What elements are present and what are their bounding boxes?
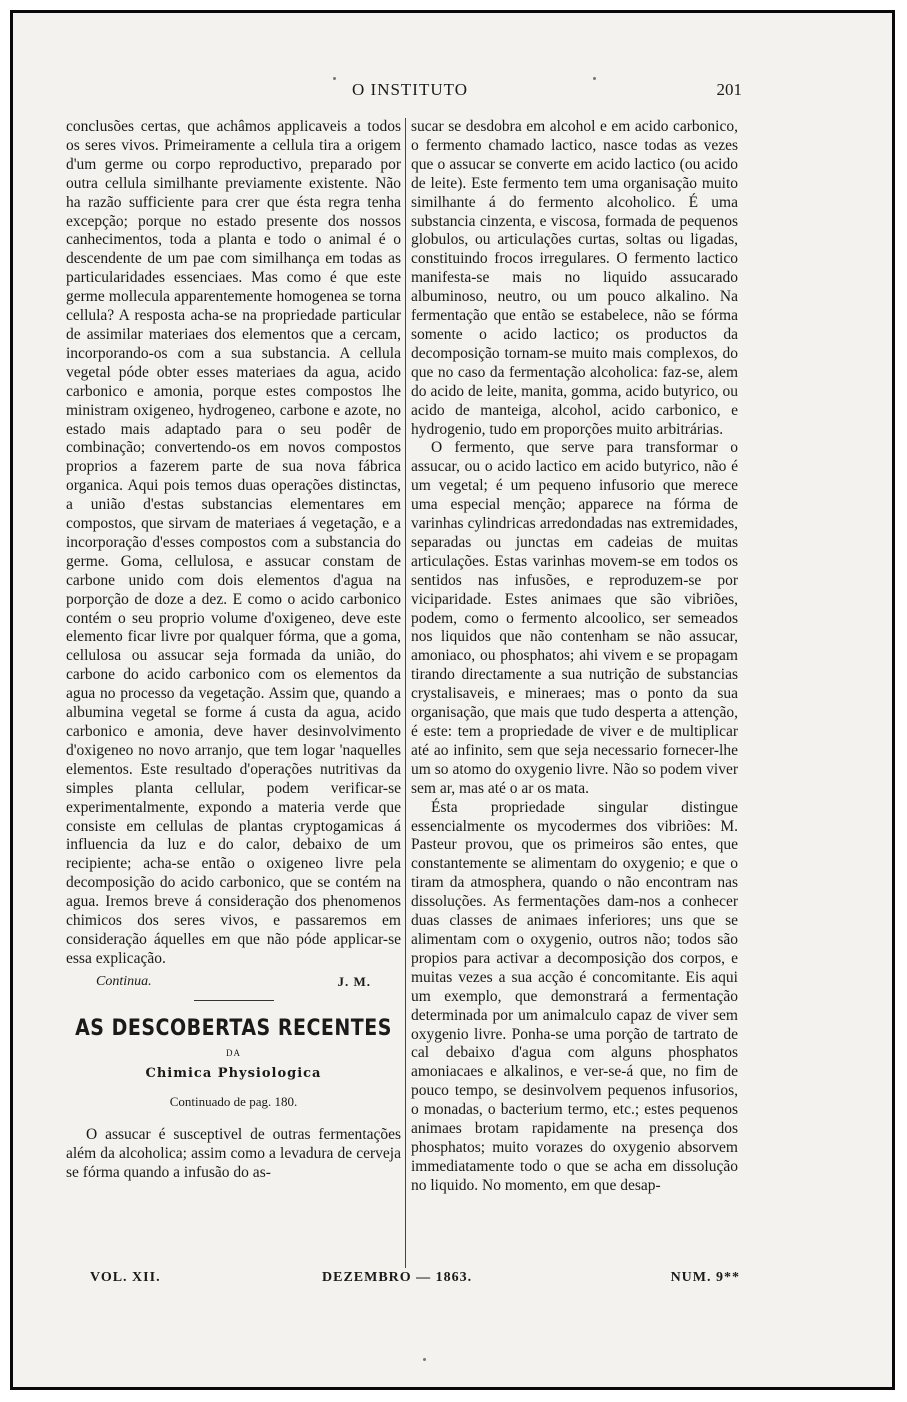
body-paragraph: sucar se desdobra em alcohol e em acido carbonico, o fermento chamado lactico, nasce todas as vezes que o assucar se converte em acido lactico (ou acido de leite). Este fermento tem uma organisação muito similhante á do fermento alcoholico. É uma substancia cinzenta, e viscosa, formada de pequenos globulos, ou articulações curtas, soltas ou ligadas, constituindo frocos irregulares. O fermento lactico manifesta-se mais no liquido assucarado albuminoso, neutro, ou um pouco alkalino. Na fermentação que então se estabelece, não se fórma somente o acido lactico; os productos da decomposição tornam-se muito mais complexos, do que no caso da fermentação alcoholica: faz-se, alem do acido de leite, manita, gomma, acido butyrico, ou acido de manteiga, alcohol, acido carbonico, e hydrogenio, tudo em proporções muito arbitrárias. bbox=[411, 118, 738, 438]
continued-note: Continuado de pag. 180. bbox=[169, 1094, 298, 1110]
issue-number: NUM. 9** bbox=[670, 1270, 740, 1285]
article-opening-paragraph: O assucar é susceptivel de outras fermentações além da alcoholica; assim como a levadura de cerveja se fórma quando a infusão do as- bbox=[66, 1126, 401, 1182]
section-divider bbox=[194, 1000, 274, 1001]
body-paragraph: conclusões certas, que achâmos applicaveis a todos os seres vivos. Primeiramente a cellula tira a origem d'um germe ou corpo reproductivo, preparado por outra cellula similhante previamente existente. Não ha razão sufficiente para crer que ésta regra tenha excepção; porque no estado presente dos nossos canhecimentos, toda a planta e todo o animal é o descendente de um pae com similhança em todas as particularidades essenciaes. Mas como é que este germe mollecula apparentemente homogenea se torna cellula? A resposta acha-se na propriedade particular de assimilar materiaes dos elementos que a cercam, incorporando-os com a sua substancia. A cellula vegetal póde obter esses materiaes da agua, acido carbonico e amonia, porque estes compostos lhe ministram oxigeneo, hydrogeneo, carbone e azote, no estado mais adaptado para o seu podêr de combinação; convertendo-os em novos compostos proprios a fazerem parte de sua nova fábrica organica. Aqui pois temos duas operações distinctas, a união d'estas substancias elementares em compostos, que sirvam de materiaes á vegetação, e a incorporação d'esses compostos com a substancia do germe. Goma, cellulosa, e assucar constam de carbone unido com dois elementos d'agua na porporção de doze a dez. E como o acido carbonico contém o seu proprio volume d'oxigeneo, deve este elemento ficar livre por qualquer fórma, que a goma, cellulosa ou assucar seja formada da união, do carbone do acido carbonico com os elementos da agua no processo da vegetação. Assim que, quando a albumina vegetal se forme á custa da agua, acido carbonico e amonia, deve haver desinvolvimento d'oxigeneo no novo arranjo, que tem logar 'naquelles elementos. Este resultado d'operações nutritivas da simples planta cellular, podem verificar-se experimentalmente, expondo a materia verde que consiste em cellulas de plantas cryptogamicas á influencia da luz e do calor, debaixo de um recipiente; acha-se então o oxigeneo livre pela decomposição do acido carbonico, que se contém na agua. Iremos breve á consideração dos phenomenos chimicos dos seres vivos, e passaremos em consideração áquelles em que não póde applicar-se essa explicação. bbox=[66, 118, 401, 967]
page-number: 201 bbox=[716, 80, 742, 99]
author-initials: J. M. bbox=[337, 973, 371, 989]
journal-title: O INSTITUTO bbox=[352, 80, 468, 99]
issue-date: DEZEMBRO — 1863. bbox=[322, 1270, 473, 1285]
article-title-connector: DA bbox=[226, 1047, 241, 1058]
continua-note: Continua. bbox=[96, 973, 152, 989]
volume-label: VOL. XII. bbox=[90, 1270, 161, 1285]
running-header bbox=[62, 80, 742, 106]
column-rule bbox=[405, 118, 406, 1268]
article-signature bbox=[66, 973, 401, 992]
right-column bbox=[411, 118, 738, 1196]
page-footer bbox=[90, 1270, 740, 1292]
print-speck bbox=[423, 1358, 426, 1361]
left-column bbox=[66, 118, 401, 1183]
body-paragraph: O fermento, que serve para transformar o assucar, ou o acido lactico em acido butyrico, não é um vegetal; é um pequeno infusorio que merece uma especial menção; apparece na fórma de varinhas cylindricas arredondadas nas extremidades, separadas ou junctas em cadeias de muitas articulações. Estas varinhas movem-se em todos os sentidos nas infusões, e reproduzem-se por viciparidade. Estes animaes que são vibriões, podem, como o fermento alcoolico, ser semeados nos liquidos que não contenham se não assucar, amoniaco, ou phosphatos; ahi vivem e se propagam tirando directamente a sua nutrição de substancias crystalisaveis, e mineraes; mas o ponto da sua organisação, que mais que tudo desperta a attenção, é este: tem a propriedade de viver e de multiplicar até ao infinito, sem que seja necessario fornecer-lhe um so atomo do oxygenio livre. Não so podem viver sem ar, mas até o ar os mata. bbox=[411, 439, 738, 797]
article-title: AS DESCOBERTAS RECENTES bbox=[75, 1014, 392, 1041]
body-paragraph: Ésta propriedade singular distingue essencialmente os mycodermes dos vibriões: M. Pasteur provou, que os primeiros são entes, que constantemente se alimentam do oxygenio; e que o tiram da atmosphera, quando o não encontram nas dissoluções. As fermentações dam-nos a conhecer duas classes de animaes inferiores; uns que se alimentam com o oxygenio, outros não; todos são propios para activar a decomposição dos corpos, e muitas vezes a sua acção é concomitante. Eis aqui um exemplo, que demonstrará a fermentação determinada por um animalculo capaz de viver sem oxygenio livre. Ponha-se uma porção de tartrato de cal debaixo d'agua com alguns phosphatos amoniacaes e alkalinos, e ver-se-á que, no fim de pouco tempo, se desinvolvem pequenos infusorios, o monadas, o bacterium termo, etc.; estes pequenos animaes brotam rapidamente na presença dos phosphatos; muito vorazes do oxygenio absorvem immediatamente todo o que se acha em dissolução no liquido. No momento, em que desap- bbox=[411, 798, 738, 1194]
article-subtitle: Chimica Physiologica bbox=[145, 1065, 322, 1081]
